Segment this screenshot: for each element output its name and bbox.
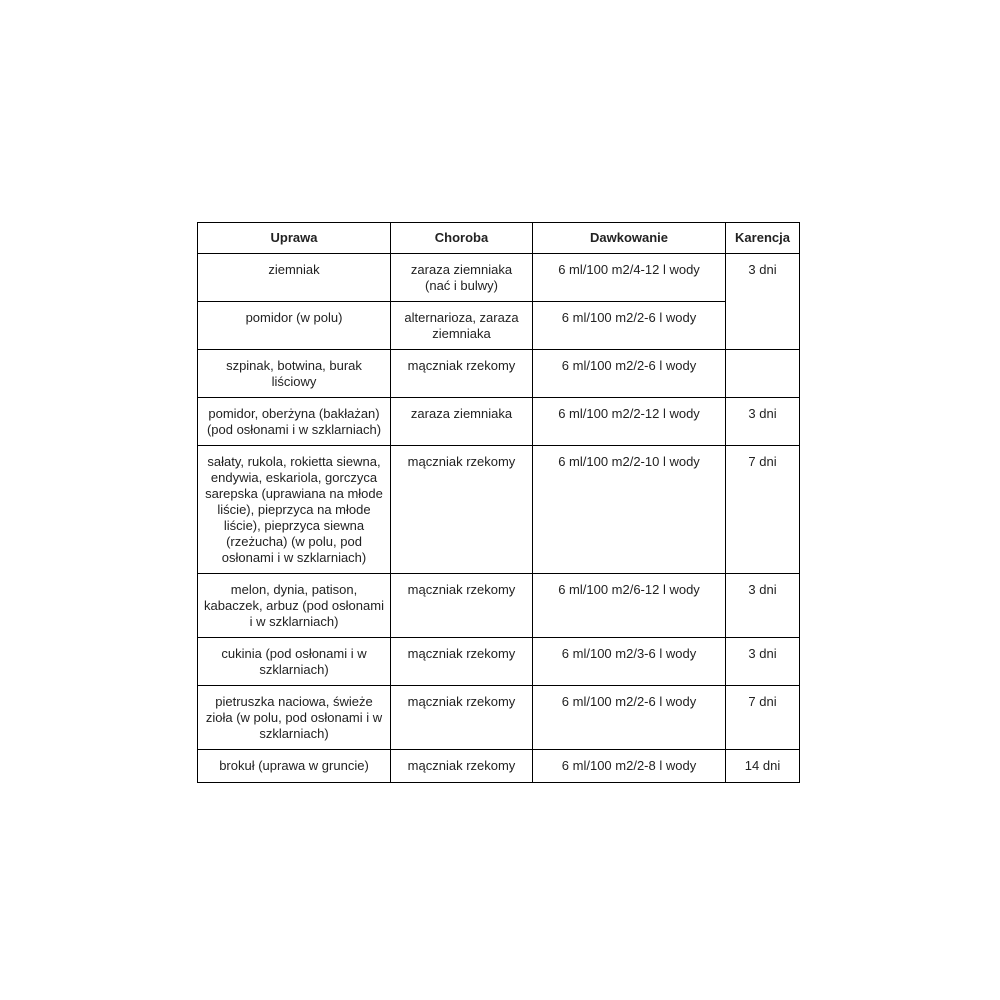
cell-crop: ziemniak [198, 254, 391, 302]
header-disease: Choroba [391, 223, 533, 254]
cell-disease: mączniak rzekomy [391, 638, 533, 686]
cell-dosage: 6 ml/100 m2/3-6 l wody [533, 638, 726, 686]
cell-preharvest-interval: 3 dni [726, 574, 800, 638]
cell-disease: mączniak rzekomy [391, 446, 533, 574]
cell-preharvest-interval: 3 dni [726, 398, 800, 446]
header-crop: Uprawa [198, 223, 391, 254]
table-row [198, 686, 800, 750]
table-row [198, 750, 800, 783]
cell-dosage: 6 ml/100 m2/2-12 l wody [533, 398, 726, 446]
cell-preharvest-interval: 3 dni [726, 254, 800, 350]
cell-dosage: 6 ml/100 m2/2-8 l wody [533, 750, 726, 783]
dosage-table [197, 222, 800, 783]
cell-disease: alternarioza, zaraza ziemniaka [391, 302, 533, 350]
cell-crop: melon, dynia, patison, kabaczek, arbuz (pod osłonami i w szklarniach) [198, 574, 391, 638]
cell-disease: zaraza ziemniaka [391, 398, 533, 446]
cell-preharvest-interval: 14 dni [726, 750, 800, 783]
cell-crop: pomidor (w polu) [198, 302, 391, 350]
cell-crop: pietruszka naciowa, świeże zioła (w polu, pod osłonami i w szklarniach) [198, 686, 391, 750]
cell-preharvest-interval: 3 dni [726, 638, 800, 686]
table-row [198, 638, 800, 686]
cell-crop: pomidor, oberżyna (bakłażan) (pod osłonami i w szklarniach) [198, 398, 391, 446]
cell-dosage: 6 ml/100 m2/2-6 l wody [533, 350, 726, 398]
cell-crop: szpinak, botwina, burak liściowy [198, 350, 391, 398]
cell-dosage: 6 ml/100 m2/2-6 l wody [533, 302, 726, 350]
cell-crop: cukinia (pod osłonami i w szklarniach) [198, 638, 391, 686]
cell-disease: mączniak rzekomy [391, 750, 533, 783]
table-row [198, 350, 800, 398]
cell-disease: mączniak rzekomy [391, 686, 533, 750]
cell-dosage: 6 ml/100 m2/2-6 l wody [533, 686, 726, 750]
table-row [198, 398, 800, 446]
cell-preharvest-interval [726, 350, 800, 398]
table-row [198, 446, 800, 574]
cell-crop: sałaty, rukola, rokietta siewna, endywia, eskariola, gorczyca sarepska (uprawiana na młode liście), pieprzyca na młode liście), pieprzyca siewna (rzeżucha) (w polu, pod osłonami i w szklarniach) [198, 446, 391, 574]
table-row [198, 302, 800, 350]
header-preharvest-interval: Karencja [726, 223, 800, 254]
cell-dosage: 6 ml/100 m2/4-12 l wody [533, 254, 726, 302]
cell-dosage: 6 ml/100 m2/6-12 l wody [533, 574, 726, 638]
cell-disease: mączniak rzekomy [391, 350, 533, 398]
cell-disease: zaraza ziemniaka (nać i bulwy) [391, 254, 533, 302]
cell-preharvest-interval: 7 dni [726, 686, 800, 750]
cell-crop: brokuł (uprawa w gruncie) [198, 750, 391, 783]
table-header-row [198, 223, 800, 254]
table-row [198, 254, 800, 302]
header-dosage: Dawkowanie [533, 223, 726, 254]
cell-disease: mączniak rzekomy [391, 574, 533, 638]
cell-dosage: 6 ml/100 m2/2-10 l wody [533, 446, 726, 574]
cell-preharvest-interval: 7 dni [726, 446, 800, 574]
table-row [198, 574, 800, 638]
